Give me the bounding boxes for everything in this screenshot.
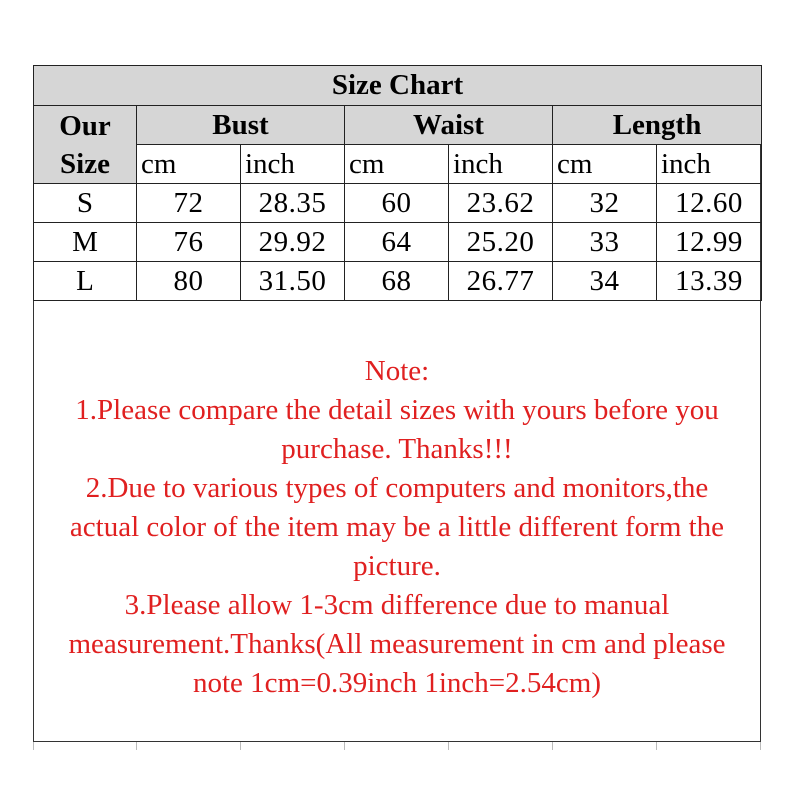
size-chart-table (33, 65, 762, 301)
grid-tick (448, 742, 449, 750)
waist-cm-value: 68 (345, 262, 449, 301)
bust-header: Bust (137, 106, 345, 145)
grid-tick (344, 742, 345, 750)
table-row (34, 184, 762, 223)
length-cm-header: cm (553, 145, 657, 184)
bust-inch-value: 31.50 (241, 262, 345, 301)
length-header: Length (553, 106, 762, 145)
grid-tick (760, 742, 761, 750)
our-size-header (34, 106, 137, 184)
bust-inch-value: 28.35 (241, 184, 345, 223)
length-cm-value: 32 (553, 184, 657, 223)
note-heading: Note: (364, 355, 430, 387)
length-inch-value: 12.99 (657, 223, 762, 262)
bust-cm-value: 76 (137, 223, 241, 262)
our-size-header-line1: Our (59, 109, 111, 142)
length-cm-value: 34 (553, 262, 657, 301)
waist-inch-value: 25.20 (449, 223, 553, 262)
chart-title: Size Chart (34, 66, 762, 106)
note-line: 3.Please allow 1-3cm difference due to manual (124, 589, 670, 621)
note-block (33, 352, 761, 703)
waist-cm-header: cm (345, 145, 449, 184)
grid-tick (33, 742, 34, 750)
length-cm-value: 33 (553, 223, 657, 262)
waist-header: Waist (345, 106, 553, 145)
note-line: note 1cm=0.39inch 1inch=2.54cm) (192, 667, 601, 699)
bust-cm-value: 72 (137, 184, 241, 223)
bust-cm-header: cm (137, 145, 241, 184)
waist-inch-value: 23.62 (449, 184, 553, 223)
grid-tick (656, 742, 657, 750)
grid-tick (240, 742, 241, 750)
grid-tick (552, 742, 553, 750)
bust-inch-value: 29.92 (241, 223, 345, 262)
length-inch-value: 13.39 (657, 262, 762, 301)
grid-tick (136, 742, 137, 750)
size-label: S (34, 184, 137, 223)
waist-inch-header: inch (449, 145, 553, 184)
note-line: picture. (353, 550, 441, 582)
bust-inch-header: inch (241, 145, 345, 184)
note-line: purchase. Thanks!!! (281, 433, 513, 465)
note-line: 2.Due to various types of computers and monitors,the (85, 472, 709, 504)
bottom-grid-ticks (33, 742, 761, 750)
waist-inch-value: 26.77 (449, 262, 553, 301)
note-line: actual color of the item may be a little different form the (69, 511, 725, 543)
note-line: measurement.Thanks(All measurement in cm and please (68, 628, 726, 660)
note-line: 1.Please compare the detail sizes with yours before you (75, 394, 719, 426)
our-size-header-line2: Size (60, 147, 110, 180)
bust-cm-value: 80 (137, 262, 241, 301)
table-row (34, 262, 762, 301)
waist-cm-value: 60 (345, 184, 449, 223)
size-label: L (34, 262, 137, 301)
length-inch-value: 12.60 (657, 184, 762, 223)
waist-cm-value: 64 (345, 223, 449, 262)
size-label: M (34, 223, 137, 262)
table-row (34, 223, 762, 262)
length-inch-header: inch (657, 145, 762, 184)
